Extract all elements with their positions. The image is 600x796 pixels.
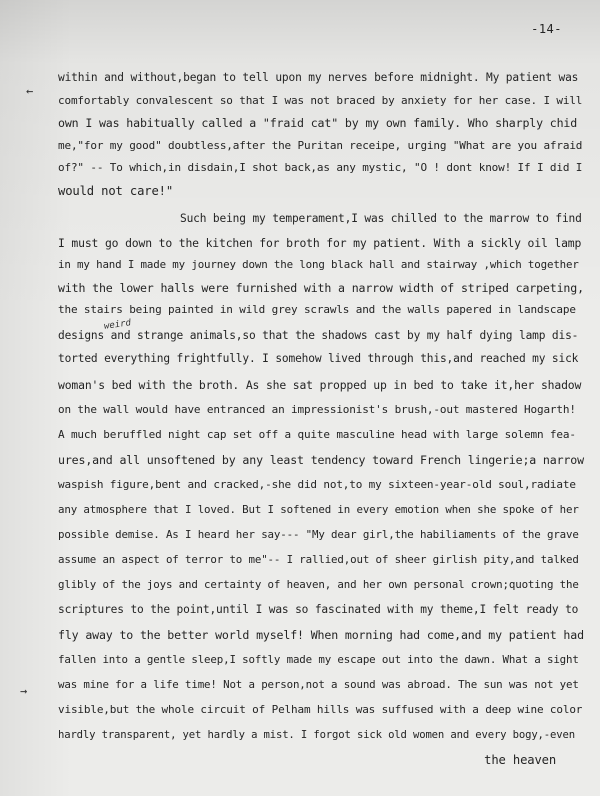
text-line: torted everything frightfully. I somehow lived through this,and reached my sick: [58, 351, 579, 365]
margin-arrow-mark: ←: [26, 84, 34, 98]
text-line: any atmosphere that I loved. But I softened in every emotion when she spoke of her: [58, 503, 579, 516]
text-line: was mine for a life time! Not a person,not a sound was abroad. The sun was not yet: [58, 678, 579, 691]
text-line: fly away to the better world myself! When morning had come,and my patient had: [58, 628, 584, 642]
text-line: hardly transparent, yet hardly a mist. I forgot sick old women and every bogy,-even: [58, 729, 575, 741]
text-line: A much beruffled night cap set off a quite masculine head with large solemn fea-: [58, 428, 576, 441]
text-line: ures,and all unsoftened by any least tendency toward French lingerie;a narrow: [58, 453, 584, 467]
text-line: the heaven: [484, 753, 556, 767]
margin-arrow-mark: →: [20, 684, 28, 698]
text-line: me,"for my good" doubtless,after the Puritan receipe, urging "What are you afraid: [58, 138, 583, 152]
text-line: on the wall would have entranced an impressionist's brush,-out mastered Hogarth!: [58, 403, 576, 416]
text-line: waspish figure,bent and cracked,-she did not,to my sixteen-year-old soul,radiate: [58, 478, 576, 491]
text-line: in my hand I made my journey down the long black hall and stairway ,which together: [58, 258, 579, 272]
text-line: glibly of the joys and certainty of heaven, and her own personal crown;quoting the: [58, 578, 579, 591]
page-number: -14-: [531, 22, 562, 36]
text-line: I must go down to the kitchen for broth for my patient. With a sickly oil lamp: [58, 235, 582, 250]
text-line: assume an aspect of terror to me"-- I rallied,out of sheer girlish pity,and talked: [58, 553, 579, 566]
text-line: with the lower halls were furnished with a narrow width of striped carpeting,: [58, 280, 584, 295]
text-line: fallen into a gentle sleep,I softly made my escape out into the dawn. What a sight: [58, 653, 579, 666]
text-line: would not care!": [58, 184, 173, 198]
text-line: own I was habitually called a "fraid cat" by my own family. Who sharply chid: [58, 116, 578, 131]
text-line: within and without,began to tell upon my nerves before midnight. My patient was: [58, 71, 579, 84]
handwritten-insertion: weird: [103, 318, 132, 332]
text-line: Such being my temperament,I was chilled to the marrow to find: [180, 212, 582, 225]
text-line: woman's bed with the broth. As she sat propped up in bed to take it,her shadow: [58, 378, 582, 392]
text-line: visible,but the whole circuit of Pelham hills was suffused with a deep wine color: [58, 703, 583, 716]
text-line: comfortably convalescent so that I was not braced by anxiety for her case. I will: [58, 93, 583, 107]
text-line: the stairs being painted in wild grey scrawls and the walls papered in landscape: [58, 303, 576, 317]
text-line: scriptures to the point,until I was so fascinated with my theme,I felt ready to: [58, 603, 579, 616]
text-line: of?" -- To which,in disdain,I shot back,as any mystic, "O ! dont know! If I did I: [58, 161, 583, 175]
text-line: possible demise. As I heard her say--- "My dear girl,the habiliaments of the grave: [58, 528, 579, 541]
text-line: designs and strange animals,so that the shadows cast by my half dying lamp dis-: [58, 329, 579, 342]
